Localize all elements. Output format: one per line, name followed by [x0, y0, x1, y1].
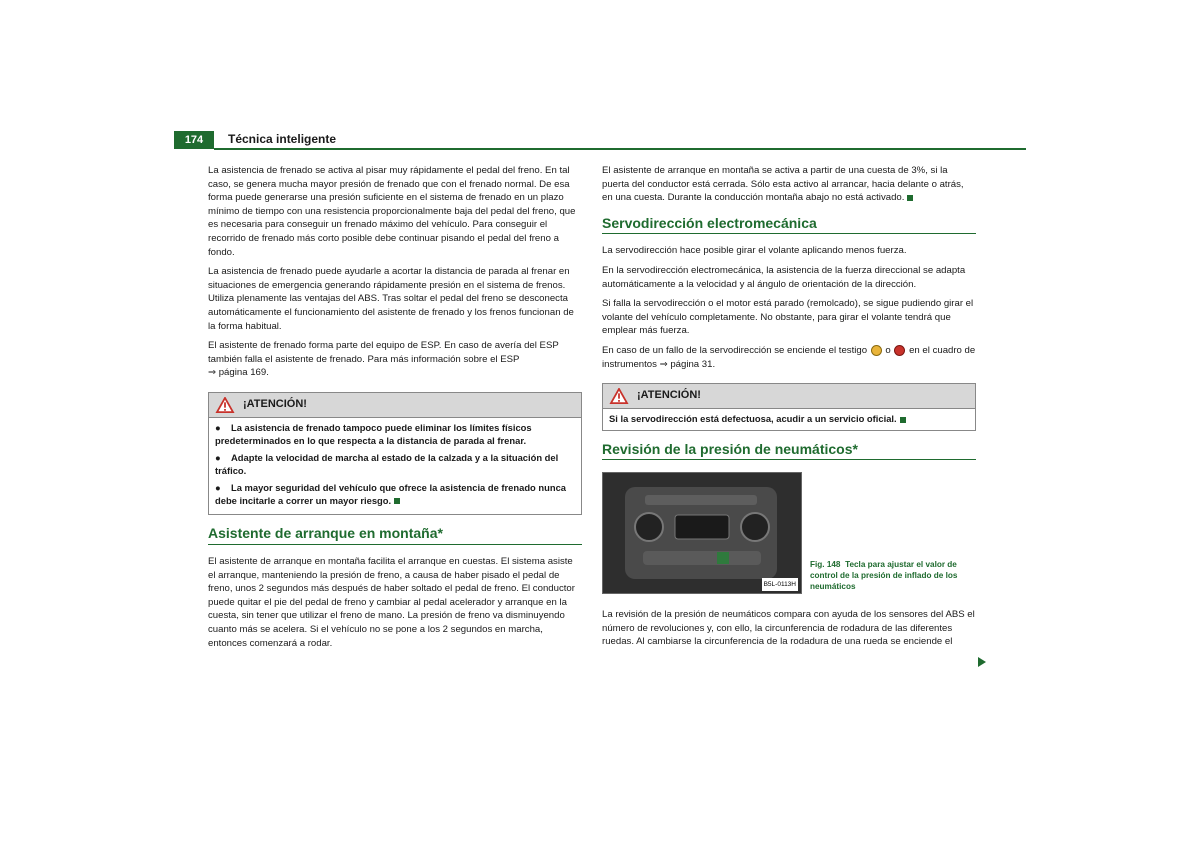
page-reference-link[interactable]: página 169.	[218, 367, 269, 379]
warning-item-text: Adapte la velocidad de marcha al estado de la calzada y a la situación del tráfico.	[215, 451, 559, 477]
reference-arrow: ⇒	[208, 367, 217, 379]
paragraph-text: en el cuadro de instrumentos	[602, 344, 976, 370]
paragraph-text: El asistente de arranque en montaña se activa a partir de una cuesta de 3%, si la puerta del conductor está cerrada. Sólo esta activo al arrancar, hacia delante o atrás, en una cuesta. Durante la conducción montaña abajo no está activado.	[602, 165, 964, 204]
next-page-arrow-icon	[978, 657, 986, 667]
header-rule	[214, 148, 1026, 150]
left-column	[208, 164, 582, 656]
bullet: ●	[215, 481, 221, 493]
warning-text: Si la servodirección está defectuosa, acudir a un servicio oficial.	[609, 413, 897, 425]
section-heading: Revisión de la presión de neumáticos*	[602, 443, 976, 461]
paragraph: Si falla la servodirección o el motor está parado (remolcado), se sigue pudiendo girar el volante del vehículo completamente. No obstante, para girar el volante tendrá que emplear más fuerza.	[602, 298, 974, 337]
reference-arrow: ⇒	[659, 358, 668, 370]
warning-triangle-icon	[609, 388, 629, 404]
right-column	[602, 164, 976, 655]
figure-code: B5L-0113H	[762, 578, 798, 592]
paragraph: La revisión de la presión de neumáticos compara con ayuda de los sensores del ABS el número de revoluciones y, con ello, la circunferencia de rodadura de las diferentes ruedas. Al cambiarse la circunferencia de la rodadura de una rueda se enciende el	[602, 609, 975, 648]
climate-panel-illustration	[603, 473, 801, 593]
warning-item	[215, 481, 575, 508]
paragraph-text: En caso de un fallo de la servodirección se enciende el testigo	[602, 344, 868, 356]
warning-box	[208, 392, 582, 515]
warning-header	[209, 393, 581, 418]
warning-item	[215, 421, 575, 448]
warning-item-text: La mayor seguridad del vehículo que ofrece la asistencia de frenado nunca debe incitarle a correr un mayor riesgo.	[215, 481, 567, 506]
warning-item-text: La asistencia de frenado tampoco puede eliminar los límites físicos predeterminados en lo que respecta a la distancia de parada al frenar.	[215, 421, 532, 447]
page-number: 174	[174, 131, 214, 149]
warning-title: ¡ATENCIÓN!	[243, 398, 307, 411]
figure-label: Fig. 148	[810, 560, 841, 570]
figure-caption-text: Tecla para ajustar el valor de control de la presión de inflado de los neumáticos	[810, 560, 958, 591]
paragraph: La servodirección hace posible girar el volante aplicando menos fuerza.	[602, 245, 907, 257]
warning-body	[209, 418, 581, 514]
steering-warning-red-icon	[894, 345, 905, 356]
paragraph: El asistente de arranque en montaña facilita el arranque en cuestas. El sistema asiste el arranque, manteniendo la presión de freno, a causa de haber pisado el pedal de freno, unos 2 segundos más después de haber soltado el pedal de freno. El conductor puede quitar el pie del pedal de freno y cambiar al pedal acelerador y arranque en la cuesta, sin tener que utilizar el freno de mano. La presión de freno va disminuyendo cuanto más se acelera. Si el vehículo no se pone a los 2 segundos en marcha, entonces comenzará a rodar.	[208, 555, 575, 649]
climate-control-panel-image	[602, 472, 802, 594]
paragraph	[602, 344, 976, 371]
figure-caption	[810, 560, 970, 594]
paragraph: En la servodirección electromecánica, la asistencia de la fuerza direccional se adapta automáticamente a la velocidad y al ángulo de orientación de la dirección.	[602, 264, 966, 290]
end-marker	[900, 417, 906, 423]
warning-body	[603, 409, 975, 429]
paragraph-text: o	[885, 344, 891, 356]
warning-triangle-icon	[215, 397, 235, 413]
section-heading: Servodirección electromecánica	[602, 217, 976, 235]
page-reference-link[interactable]: página 31.	[670, 358, 716, 370]
steering-warning-yellow-icon	[871, 345, 882, 356]
paragraph: La asistencia de frenado puede ayudarle a acortar la distancia de parada al frenar en situaciones de emergencia generando rápidamente presión en el sistema de frenos. Utiliza plenamente las ventajas del ABS. Tras soltar el pedal del freno se desconecta automáticamente el funcionamiento del asistente de frenado y los frenos funcionan de la forma habitual.	[208, 266, 574, 332]
end-marker	[394, 498, 400, 504]
figure	[602, 472, 976, 594]
warning-item	[215, 451, 575, 478]
warning-header	[603, 384, 975, 409]
paragraph	[208, 339, 582, 380]
bullet: ●	[215, 421, 221, 433]
warning-box	[602, 383, 976, 430]
section-title: Técnica inteligente	[228, 132, 337, 146]
paragraph	[602, 164, 976, 205]
paragraph-text: El asistente de frenado forma parte del equipo de ESP. En caso de avería del ESP también falla el asistente de frenado. Para más información sobre el ESP	[208, 340, 559, 365]
warning-title: ¡ATENCIÓN!	[637, 389, 701, 402]
end-marker	[907, 195, 913, 201]
bullet: ●	[215, 451, 221, 463]
section-heading: Asistente de arranque en montaña*	[208, 527, 582, 545]
paragraph: La asistencia de frenado se activa al pisar muy rápidamente el pedal del freno. En tal caso, se genera mucha mayor presión de frenado que con el frenado normal. De esa forma puede generarse una presión suficiente en el sistema de frenado en un plazo mínimo de tiempo con una resistencia proporcionalmente baja del pedal del freno, que es necesaria para conseguir un frenado máximo del vehículo. Para conseguir el recorrido de frenado más corto posible debe continuar pisando el pedal del freno a fondo.	[208, 165, 576, 258]
